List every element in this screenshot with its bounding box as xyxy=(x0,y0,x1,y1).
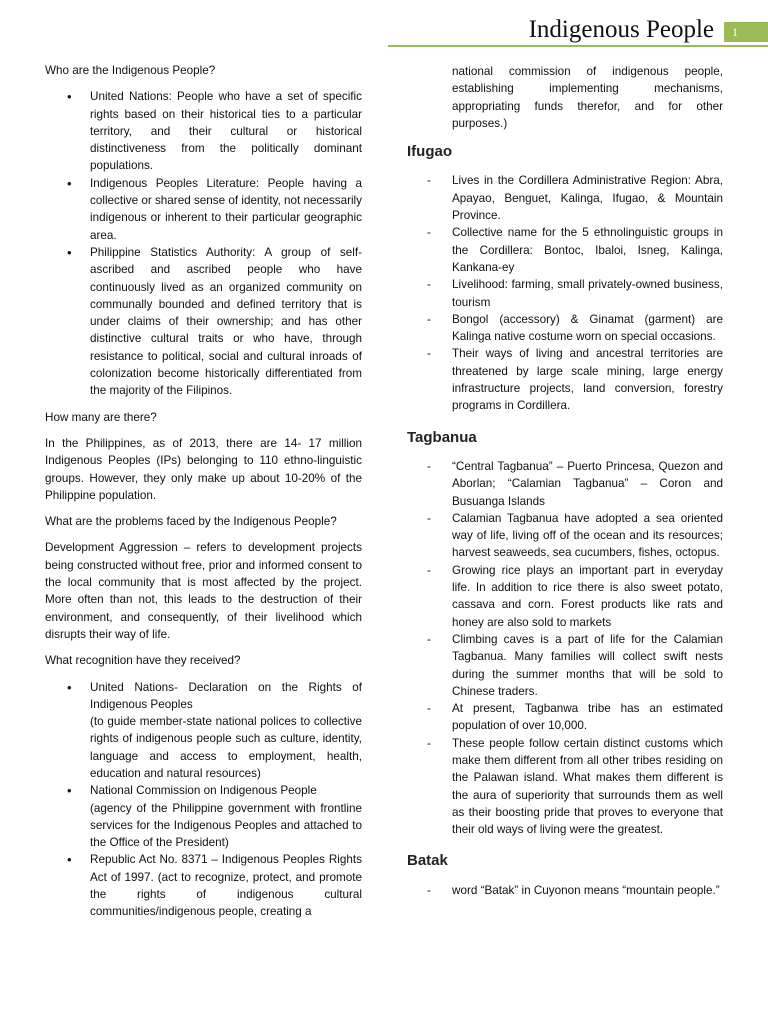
who-list xyxy=(45,88,362,399)
list-item: - Climbing caves is a part of life for the Calamian Tagbanua. Many families will collect swift nests during the summer months that will be sold to Chinese traders. xyxy=(407,631,723,700)
list-item xyxy=(45,679,362,783)
recognition-list xyxy=(45,679,362,921)
list-item: - Calamian Tagbanua have adopted a sea oriented way of life, living off of the ocean and its resources; harvest seaweeds, sea cucumbers, fishes, octopus. xyxy=(407,510,723,562)
batak-list xyxy=(407,882,723,899)
recognition-title: • Republic Act No. 8371 – Indigenous Peoples Rights Act of 1997. (act to recognize, protect, and promote the rights of indigenous cultural communities/indigenous people, creating a xyxy=(90,853,362,919)
question-how-many: How many are there? xyxy=(45,410,157,424)
heading-batak: Batak xyxy=(407,852,448,870)
list-item: • United Nations: People who have a set of specific rights based on their historical ties to a particular territory, and their cultural or historical distinctiveness from the politically dominant populations. xyxy=(45,88,362,174)
list-item: - Livelihood: farming, small privately-owned business, tourism xyxy=(407,276,723,311)
list-item: • Indigenous Peoples Literature: People having a collective or shared sense of identity, not necessarily indigenous or inherent to their particular geographic area. xyxy=(45,175,362,244)
list-item xyxy=(45,851,362,920)
question-who: Who are the Indigenous People? xyxy=(45,64,216,77)
question-problems: What are the problems faced by the Indigenous People? xyxy=(45,515,337,529)
left-column xyxy=(45,62,362,930)
question-recognition: What recognition have they received? xyxy=(45,654,241,668)
how-many-paragraph: In the Philippines, as of 2013, there are 14- 17 million Indigenous Peoples (IPs) belonging to 110 ethno-linguistic groups. However, they only make up about 10-20% of the Philippine population. xyxy=(45,436,362,502)
heading-tagbanua: Tagbanua xyxy=(407,428,477,446)
page-header xyxy=(0,0,768,50)
recognition-desc: (agency of the Philippine government with frontline services for the Indigenous Peoples and attached to the Office of the President) xyxy=(90,801,362,850)
page-number-badge: 1 xyxy=(724,22,768,42)
recognition-desc: (to guide member-state national polices to collective rights of indigenous people such as culture, identity, language and access to employment, health, education and natural resources) xyxy=(90,715,362,780)
recognition-title: • United Nations- Declaration on the Rights of Indigenous Peoples xyxy=(90,680,362,711)
list-item: - At present, Tagbanwa tribe has an estimated population of over 10,000. xyxy=(407,700,723,735)
page-title: Indigenous People xyxy=(528,16,714,43)
list-item: - Bongol (accessory) & Ginamat (garment) are Kalinga native costume worn on special occasions. xyxy=(407,311,723,346)
header-rule xyxy=(388,45,768,47)
continuation-text: national commission of indigenous people, establishing implementing mechanisms, appropriating funds therefor, and for other purposes.) xyxy=(452,65,723,130)
list-item: - “Central Tagbanua” – Puerto Princesa, Quezon and Aborlan; “Calamian Tagbanua” – Coron and Busuanga Islands xyxy=(407,458,723,510)
problems-paragraph: Development Aggression – refers to development projects being constructed without free, prior and informed consent to the local community that is most affected by the project. More often than not, this leads to the destruction of their environment, and consequently, of their livelihood which disrupts their way of life. xyxy=(45,541,362,641)
right-column xyxy=(407,63,723,899)
ifugao-list xyxy=(407,172,723,414)
heading-ifugao: Ifugao xyxy=(407,143,452,161)
list-item: - Growing rice plays an important part in everyday life. In addition to rice there is also sweet potato, cassava and corn. Forest products like rats and honey are also sold to markets xyxy=(407,562,723,631)
list-item: - Collective name for the 5 ethnolinguistic groups in the Cordillera: Bontoc, Ibaloi, Isneg, Kalinga, Kankana-ey xyxy=(407,224,723,276)
tagbanua-list xyxy=(407,458,723,839)
list-item: • Philippine Statistics Authority: A group of self-ascribed and ascribed people who have continuously lived as an organized community on communally bounded and defined territory that is under claims of their ownership; and has other distinctive cultural traits or who have, through resistance to political, social and cultural inroads of colonization become historically differentiated from the majority of the Filipinos. xyxy=(45,244,362,400)
list-item xyxy=(45,782,362,851)
list-item: - These people follow certain distinct customs which make them different from all other tribes residing on the Palawan island. What makes them different is the aura of superiority that surrounds them as well as their boosting pride that proves to everyone that their old ways of living were the greatest. xyxy=(407,735,723,839)
list-item: - word “Batak” in Cuyonon means “mountain people.” xyxy=(407,882,723,899)
list-item: - Lives in the Cordillera Administrative Region: Abra, Apayao, Benguet, Kalinga, Ifugao, & Mountain Province. xyxy=(407,172,723,224)
recognition-title: • National Commission on Indigenous People xyxy=(90,784,317,798)
list-item: - Their ways of living and ancestral territories are threatened by large scale mining, large energy infrastructure projects, land conversion, forestry programs in Cordillera. xyxy=(407,345,723,414)
